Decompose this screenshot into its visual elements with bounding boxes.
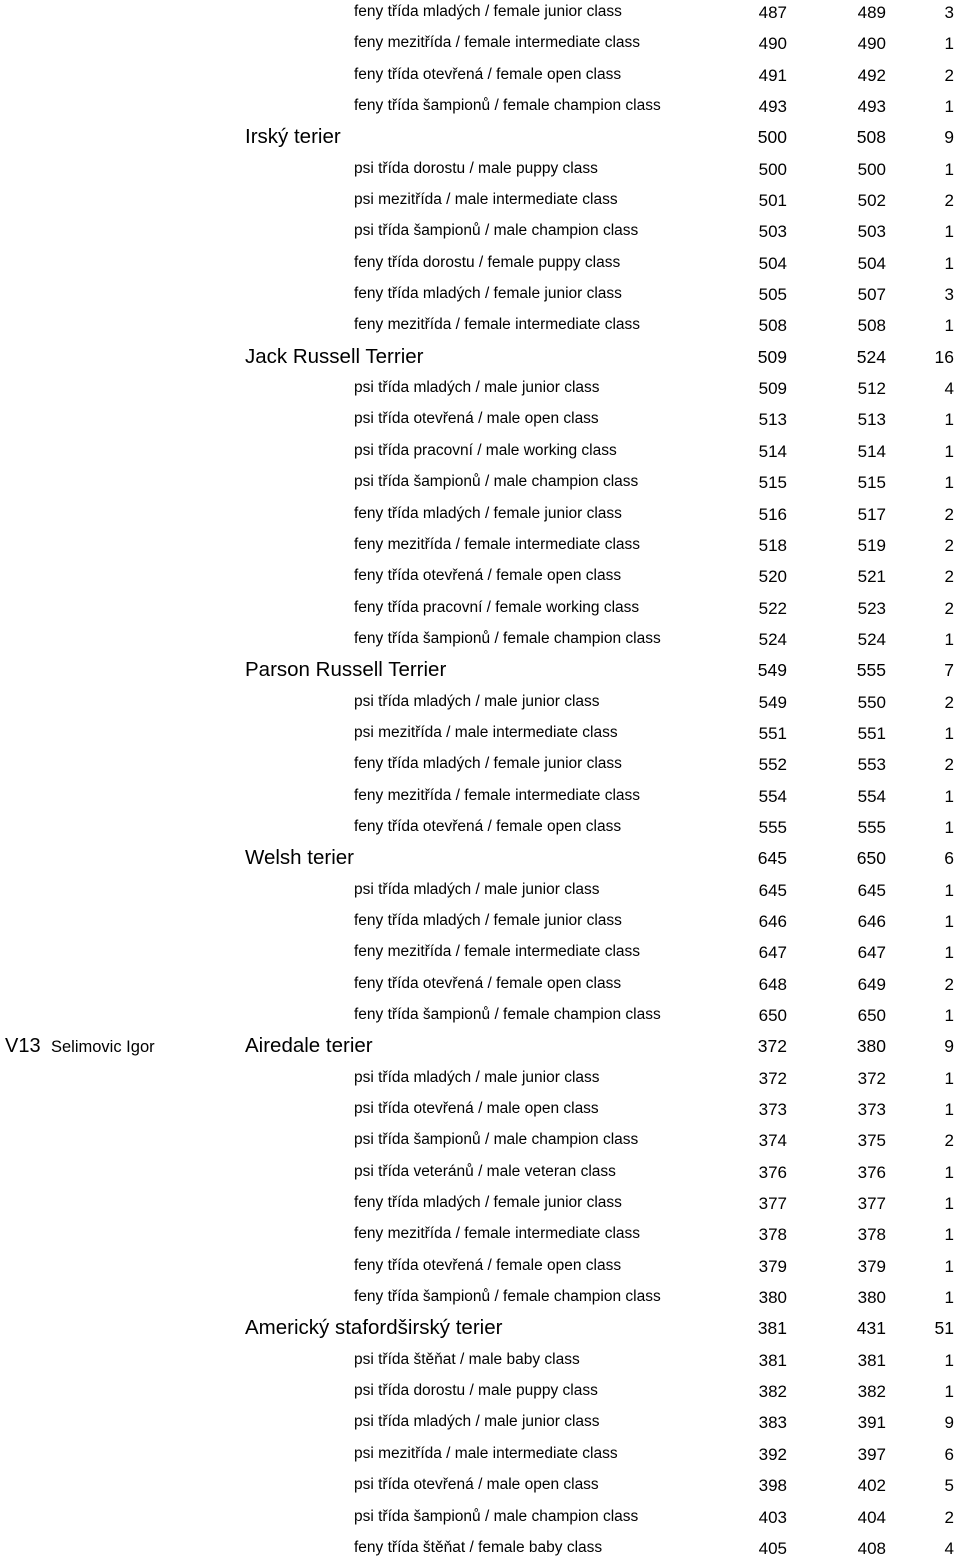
catalog-from: 503 bbox=[758, 222, 787, 242]
class-name: psi mezitřída / male intermediate class bbox=[354, 191, 618, 209]
entry-count: 2 bbox=[944, 504, 954, 524]
entry-count: 1 bbox=[944, 97, 954, 117]
catalog-to: 550 bbox=[857, 692, 886, 712]
catalog-to: 431 bbox=[856, 1318, 886, 1339]
entry-count: 51 bbox=[934, 1318, 954, 1339]
entry-count: 1 bbox=[944, 1288, 954, 1308]
catalog-to: 490 bbox=[857, 34, 886, 54]
class-name: feny třída šampionů / female champion class bbox=[354, 629, 661, 647]
class-row bbox=[0, 1501, 960, 1532]
entry-count: 2 bbox=[944, 65, 954, 85]
class-name: psi třída pracovní / male working class bbox=[354, 441, 617, 459]
entry-count: 1 bbox=[944, 786, 954, 806]
class-row bbox=[0, 529, 960, 560]
class-name: feny třída štěňat / female baby class bbox=[354, 1538, 603, 1556]
class-name: feny třída šampionů / female champion class bbox=[354, 97, 661, 115]
class-row bbox=[0, 184, 960, 215]
catalog-to: 514 bbox=[857, 441, 886, 461]
class-name: psi třída otevřená / male open class bbox=[354, 1100, 599, 1118]
breed-name: Jack Russell Terrier bbox=[245, 344, 424, 368]
class-row bbox=[0, 309, 960, 340]
catalog-to: 517 bbox=[857, 504, 886, 524]
catalog-to: 524 bbox=[856, 346, 886, 367]
catalog-from: 382 bbox=[758, 1382, 787, 1402]
catalog-from: 403 bbox=[758, 1507, 787, 1527]
catalog-from: 648 bbox=[758, 974, 787, 994]
entry-count: 2 bbox=[944, 535, 954, 555]
class-name: feny třída otevřená / female open class bbox=[354, 65, 622, 83]
breed-name: Parson Russell Terrier bbox=[245, 658, 447, 682]
catalog-from: 504 bbox=[758, 253, 787, 273]
entry-count: 2 bbox=[944, 567, 954, 587]
class-row bbox=[0, 1375, 960, 1406]
catalog-from: 505 bbox=[758, 285, 787, 305]
catalog-to: 380 bbox=[856, 1036, 886, 1057]
breed-row bbox=[0, 1312, 960, 1343]
class-row bbox=[0, 968, 960, 999]
catalog-to: 377 bbox=[857, 1194, 886, 1214]
entry-count: 2 bbox=[944, 974, 954, 994]
breed-name: Airedale terier bbox=[245, 1034, 373, 1058]
catalog-from: 501 bbox=[758, 191, 787, 211]
judge-id: V13 bbox=[5, 1035, 41, 1058]
entry-count: 1 bbox=[944, 316, 954, 336]
catalog-to: 551 bbox=[857, 723, 886, 743]
class-name: feny třída mladých / female junior class bbox=[354, 3, 622, 20]
entry-count: 1 bbox=[944, 1382, 954, 1402]
entry-count: 3 bbox=[944, 3, 954, 22]
entry-count: 1 bbox=[944, 1256, 954, 1276]
class-row bbox=[0, 1062, 960, 1093]
catalog-from: 374 bbox=[758, 1131, 787, 1151]
class-name: psi mezitřída / male intermediate class bbox=[354, 723, 618, 741]
entry-count: 1 bbox=[944, 817, 954, 837]
catalog-from: 500 bbox=[757, 127, 787, 148]
catalog-from: 551 bbox=[758, 723, 787, 743]
class-row bbox=[0, 90, 960, 121]
entry-count: 2 bbox=[944, 1131, 954, 1151]
class-row bbox=[0, 560, 960, 591]
entry-count: 2 bbox=[944, 598, 954, 618]
catalog-from: 383 bbox=[758, 1413, 787, 1433]
catalog-from: 524 bbox=[758, 629, 787, 649]
class-row bbox=[0, 1438, 960, 1469]
catalog-to: 650 bbox=[856, 848, 886, 869]
catalog-from: 405 bbox=[758, 1538, 787, 1558]
catalog-from: 373 bbox=[758, 1100, 787, 1120]
class-row bbox=[0, 748, 960, 779]
breed-name: Americký stafordširský terier bbox=[245, 1316, 503, 1340]
class-name: feny mezitřída / female intermediate class bbox=[354, 1225, 641, 1243]
class-row bbox=[0, 592, 960, 623]
catalog-to: 373 bbox=[857, 1100, 886, 1120]
entry-count: 2 bbox=[944, 692, 954, 712]
catalog-to: 503 bbox=[857, 222, 886, 242]
catalog-from: 646 bbox=[758, 911, 787, 931]
class-row bbox=[0, 372, 960, 403]
class-row bbox=[0, 1532, 960, 1563]
catalog-to: 408 bbox=[857, 1538, 886, 1558]
class-name: feny třída šampionů / female champion class bbox=[354, 1006, 661, 1023]
catalog-to: 647 bbox=[857, 943, 886, 963]
catalog-to: 492 bbox=[857, 65, 886, 85]
class-row bbox=[0, 1250, 960, 1281]
judge-name: Selimovic Igor bbox=[51, 1038, 155, 1057]
catalog-to: 523 bbox=[857, 598, 886, 618]
catalog-from: 398 bbox=[758, 1476, 787, 1496]
catalog-from: 514 bbox=[758, 441, 787, 461]
catalog-from: 392 bbox=[758, 1444, 787, 1464]
catalog-to: 402 bbox=[857, 1476, 886, 1496]
class-row bbox=[0, 811, 960, 842]
catalog-to: 512 bbox=[857, 379, 886, 399]
entry-count: 2 bbox=[944, 1507, 954, 1527]
class-row bbox=[0, 1406, 960, 1437]
catalog-from: 515 bbox=[758, 473, 787, 493]
class-row bbox=[0, 999, 960, 1030]
entry-count: 1 bbox=[944, 441, 954, 461]
class-name: feny třída mladých / female junior class bbox=[354, 285, 622, 303]
catalog-from: 513 bbox=[758, 410, 787, 430]
catalog-from: 647 bbox=[758, 943, 787, 963]
class-row bbox=[0, 59, 960, 90]
class-name: psi třída mladých / male junior class bbox=[354, 1068, 600, 1086]
entry-count: 16 bbox=[934, 346, 954, 367]
entry-count: 6 bbox=[944, 1444, 954, 1464]
class-row bbox=[0, 1093, 960, 1124]
entry-count: 1 bbox=[944, 473, 954, 493]
catalog-to: 382 bbox=[857, 1382, 886, 1402]
class-row bbox=[0, 278, 960, 309]
catalog-to: 646 bbox=[857, 911, 886, 931]
class-name: feny třída mladých / female junior class bbox=[354, 755, 622, 773]
entry-count: 1 bbox=[944, 410, 954, 430]
catalog-from: 520 bbox=[758, 567, 787, 587]
class-name: psi třída šampionů / male champion class bbox=[354, 1507, 639, 1525]
class-row bbox=[0, 780, 960, 811]
catalog-from: 376 bbox=[758, 1162, 787, 1182]
class-name: psi třída mladých / male junior class bbox=[354, 880, 600, 898]
catalog-from: 645 bbox=[758, 880, 787, 900]
class-row bbox=[0, 1187, 960, 1218]
entry-count: 2 bbox=[944, 755, 954, 775]
catalog-from: 509 bbox=[758, 379, 787, 399]
class-row bbox=[0, 1469, 960, 1500]
class-row bbox=[0, 0, 960, 27]
entry-count: 1 bbox=[944, 1006, 954, 1025]
class-name: feny třída otevřená / female open class bbox=[354, 974, 622, 992]
class-name: psi třída šampionů / male champion class bbox=[354, 222, 639, 240]
catalog-to: 508 bbox=[856, 127, 886, 148]
catalog-to: 381 bbox=[857, 1350, 886, 1370]
catalog-from: 555 bbox=[758, 817, 787, 837]
catalog-from: 500 bbox=[758, 159, 787, 179]
entry-count: 2 bbox=[944, 191, 954, 211]
catalog-to: 502 bbox=[857, 191, 886, 211]
entry-count: 1 bbox=[944, 1350, 954, 1370]
catalog-to: 555 bbox=[856, 660, 886, 681]
catalog-from: 378 bbox=[758, 1225, 787, 1245]
catalog-to: 378 bbox=[857, 1225, 886, 1245]
entry-count: 9 bbox=[944, 1036, 954, 1057]
catalog-to: 507 bbox=[857, 285, 886, 305]
catalog-to: 554 bbox=[857, 786, 886, 806]
catalog-from: 508 bbox=[758, 316, 787, 336]
catalog-from: 490 bbox=[758, 34, 787, 54]
class-name: psi třída dorostu / male puppy class bbox=[354, 1382, 598, 1400]
entry-count: 1 bbox=[944, 723, 954, 743]
catalog-from: 491 bbox=[758, 65, 787, 85]
catalog-to: 397 bbox=[857, 1444, 886, 1464]
entry-count: 9 bbox=[944, 1413, 954, 1433]
class-name: feny třída mladých / female junior class bbox=[354, 911, 622, 929]
class-name: psi mezitřída / male intermediate class bbox=[354, 1444, 618, 1462]
entry-count: 1 bbox=[944, 159, 954, 179]
entry-count: 1 bbox=[944, 629, 954, 649]
catalog-from: 372 bbox=[757, 1036, 787, 1057]
entry-count: 1 bbox=[944, 1225, 954, 1245]
entry-count: 9 bbox=[944, 127, 954, 148]
class-name: feny mezitřída / female intermediate class bbox=[354, 34, 641, 52]
entry-count: 3 bbox=[944, 285, 954, 305]
catalog-from: 487 bbox=[758, 3, 787, 22]
class-row bbox=[0, 247, 960, 278]
catalog-from: 516 bbox=[758, 504, 787, 524]
class-row bbox=[0, 1124, 960, 1155]
catalog-to: 645 bbox=[857, 880, 886, 900]
entry-count: 1 bbox=[944, 1194, 954, 1214]
class-row bbox=[0, 936, 960, 967]
catalog-from: 549 bbox=[758, 692, 787, 712]
class-name: psi třída veteránů / male veteran class bbox=[354, 1162, 616, 1180]
class-name: psi třída dorostu / male puppy class bbox=[354, 159, 598, 177]
catalog-to: 375 bbox=[857, 1131, 886, 1151]
breed-name: Irský terier bbox=[245, 125, 341, 149]
breed-row bbox=[0, 341, 960, 372]
class-row bbox=[0, 1156, 960, 1187]
catalog-to: 379 bbox=[857, 1256, 886, 1276]
catalog-from: 645 bbox=[757, 848, 787, 869]
class-row bbox=[0, 717, 960, 748]
class-name: feny třída šampionů / female champion class bbox=[354, 1288, 661, 1306]
class-name: feny třída mladých / female junior class bbox=[354, 1194, 622, 1212]
catalog-from: 379 bbox=[758, 1256, 787, 1276]
class-name: psi třída otevřená / male open class bbox=[354, 410, 599, 428]
catalog-from: 381 bbox=[758, 1350, 787, 1370]
catalog-to: 650 bbox=[857, 1006, 886, 1025]
entry-count: 1 bbox=[944, 1162, 954, 1182]
catalog-from: 549 bbox=[757, 660, 787, 681]
class-name: psi třída mladých / male junior class bbox=[354, 379, 600, 397]
catalog-to: 504 bbox=[857, 253, 886, 273]
catalog-to: 513 bbox=[857, 410, 886, 430]
class-row bbox=[0, 905, 960, 936]
catalog-from: 493 bbox=[758, 97, 787, 117]
catalog-to: 380 bbox=[857, 1288, 886, 1308]
catalog-from: 552 bbox=[758, 755, 787, 775]
class-name: psi třída otevřená / male open class bbox=[354, 1476, 599, 1494]
entry-count: 7 bbox=[944, 660, 954, 681]
class-name: feny mezitřída / female intermediate class bbox=[354, 786, 641, 804]
catalog-to: 500 bbox=[857, 159, 886, 179]
class-row bbox=[0, 623, 960, 654]
class-name: psi třída šampionů / male champion class bbox=[354, 473, 639, 491]
breed-name: Welsh terier bbox=[245, 846, 354, 870]
class-name: feny třída otevřená / female open class bbox=[354, 817, 622, 835]
catalog-to: 493 bbox=[857, 97, 886, 117]
class-name: feny mezitřída / female intermediate class bbox=[354, 943, 641, 961]
class-row bbox=[0, 1281, 960, 1312]
entry-count: 1 bbox=[944, 943, 954, 963]
catalog-to: 555 bbox=[857, 817, 886, 837]
breed-row bbox=[0, 654, 960, 685]
catalog-from: 650 bbox=[758, 1006, 787, 1025]
class-row bbox=[0, 435, 960, 466]
catalog-to: 508 bbox=[857, 316, 886, 336]
catalog-to: 372 bbox=[857, 1068, 886, 1088]
class-name: psi třída mladých / male junior class bbox=[354, 1413, 600, 1431]
class-row bbox=[0, 27, 960, 58]
class-name: psi třída mladých / male junior class bbox=[354, 692, 600, 710]
entry-count: 1 bbox=[944, 911, 954, 931]
entry-count: 4 bbox=[944, 379, 954, 399]
class-row bbox=[0, 1218, 960, 1249]
catalog-to: 515 bbox=[857, 473, 886, 493]
class-row bbox=[0, 153, 960, 184]
catalog-from: 522 bbox=[758, 598, 787, 618]
catalog-to: 553 bbox=[857, 755, 886, 775]
entry-count: 5 bbox=[944, 1476, 954, 1496]
entry-count: 1 bbox=[944, 34, 954, 54]
catalog-from: 554 bbox=[758, 786, 787, 806]
class-name: feny třída dorostu / female puppy class bbox=[354, 253, 621, 271]
class-name: feny mezitřída / female intermediate class bbox=[354, 316, 641, 334]
entry-count: 1 bbox=[944, 1068, 954, 1088]
catalog-to: 524 bbox=[857, 629, 886, 649]
catalog-to: 649 bbox=[857, 974, 886, 994]
catalog-from: 380 bbox=[758, 1288, 787, 1308]
class-row bbox=[0, 403, 960, 434]
entry-count: 1 bbox=[944, 222, 954, 242]
class-name: psi třída štěňat / male baby class bbox=[354, 1350, 580, 1368]
entry-count: 1 bbox=[944, 1100, 954, 1120]
breed-row bbox=[0, 121, 960, 152]
catalog-from: 377 bbox=[758, 1194, 787, 1214]
entry-count: 1 bbox=[944, 880, 954, 900]
class-row bbox=[0, 498, 960, 529]
class-name: feny třída otevřená / female open class bbox=[354, 567, 622, 585]
catalog-from: 381 bbox=[757, 1318, 787, 1339]
class-row bbox=[0, 874, 960, 905]
class-row bbox=[0, 686, 960, 717]
catalog-to: 519 bbox=[857, 535, 886, 555]
entry-count: 1 bbox=[944, 253, 954, 273]
catalog-from: 518 bbox=[758, 535, 787, 555]
class-name: feny třída pracovní / female working class bbox=[354, 598, 640, 616]
class-row bbox=[0, 1344, 960, 1375]
class-name: psi třída šampionů / male champion class bbox=[354, 1131, 639, 1149]
catalog-to: 521 bbox=[857, 567, 886, 587]
catalog-from: 509 bbox=[757, 346, 787, 367]
class-name: feny mezitřída / female intermediate class bbox=[354, 535, 641, 553]
catalog-to: 391 bbox=[857, 1413, 886, 1433]
class-name: feny třída otevřená / female open class bbox=[354, 1256, 622, 1274]
class-row bbox=[0, 466, 960, 497]
catalog-to: 404 bbox=[857, 1507, 886, 1527]
class-row bbox=[0, 215, 960, 246]
entry-count: 4 bbox=[944, 1538, 954, 1558]
breed-row bbox=[0, 1030, 960, 1061]
class-name: feny třída mladých / female junior class bbox=[354, 504, 622, 522]
catalog-to: 489 bbox=[857, 3, 886, 22]
catalog-to: 376 bbox=[857, 1162, 886, 1182]
breed-row bbox=[0, 842, 960, 873]
catalog-from: 372 bbox=[758, 1068, 787, 1088]
entry-count: 6 bbox=[944, 848, 954, 869]
